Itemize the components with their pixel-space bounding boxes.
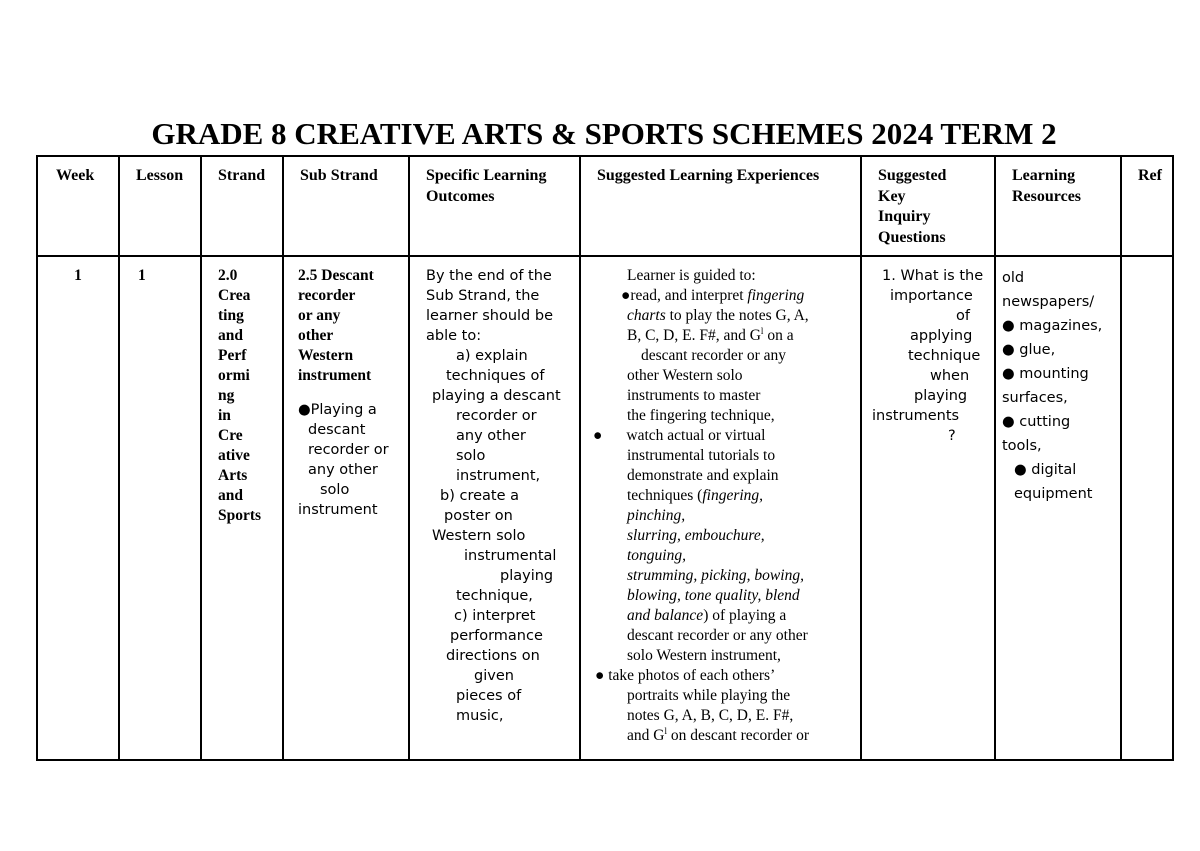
page-title: GRADE 8 CREATIVE ARTS & SPORTS SCHEMES 2024 TERM 2 (151, 116, 1057, 151)
header-strand: Strand (201, 156, 283, 256)
cell-week: 1 (37, 256, 119, 760)
header-lesson: Lesson (119, 156, 201, 256)
header-specific-learning-outcomes: Specific Learning Outcomes (409, 156, 580, 256)
header-row (37, 156, 1173, 256)
cell-suggested-learning-experiences: Learner is guided to: ●read, and interpret fingering charts to play the notes G, A, B, C, D, E. F#, and $G^l$ on a descant recorder or any other Western solo instruments to master the fingering technique, ● watch actual or virtual instrumental tutorials to demonstrate and explain techniques (fingering, pinching, slurring, embouchure, tonguing, strumming, picking, bowing, blowing, tone quality, blend and balance) of playing a descant recorder or any other solo Western instrument, ● take photos of each others’ portraits while playing the notes G, A, B, C, D, E. F#, and $G^l$ on descant recorder or (580, 256, 861, 760)
header-key-inquiry-questions: Suggested Key Inquiry Questions (861, 156, 995, 256)
cell-strand: 2.0 Crea ting and Perf ormi ng in Cre ative Arts and Sports (201, 256, 283, 760)
scheme-table (36, 155, 1174, 761)
header-ref: Ref (1121, 156, 1173, 256)
table-row (37, 256, 1173, 760)
header-learning-resources: Learning Resources (995, 156, 1121, 256)
cell-ref (1121, 256, 1173, 760)
cell-lesson: 1 (119, 256, 201, 760)
cell-key-inquiry-questions: 1. What is the importance of applying technique when playing instruments ? (861, 256, 995, 760)
cell-specific-learning-outcomes: By the end of the Sub Strand, the learner should be able to: a) explain techniques of playing a descant recorder or any other solo instrument, b) create a poster on Western solo instrumental playing technique, c) interpret performance directions on given pieces of music, (409, 256, 580, 760)
header-sub-strand: Sub Strand (283, 156, 409, 256)
header-suggested-learning-experiences: Suggested Learning Experiences (580, 156, 861, 256)
cell-learning-resources: old newspapers/ ● magazines, ● glue, ● mounting surfaces, ● cutting tools, ● digital equipment (995, 256, 1121, 760)
header-week: Week (37, 156, 119, 256)
cell-sub-strand: 2.5 Descant recorder or any other Western instrument ●Playing a descant recorder or any other solo instrument (283, 256, 409, 760)
